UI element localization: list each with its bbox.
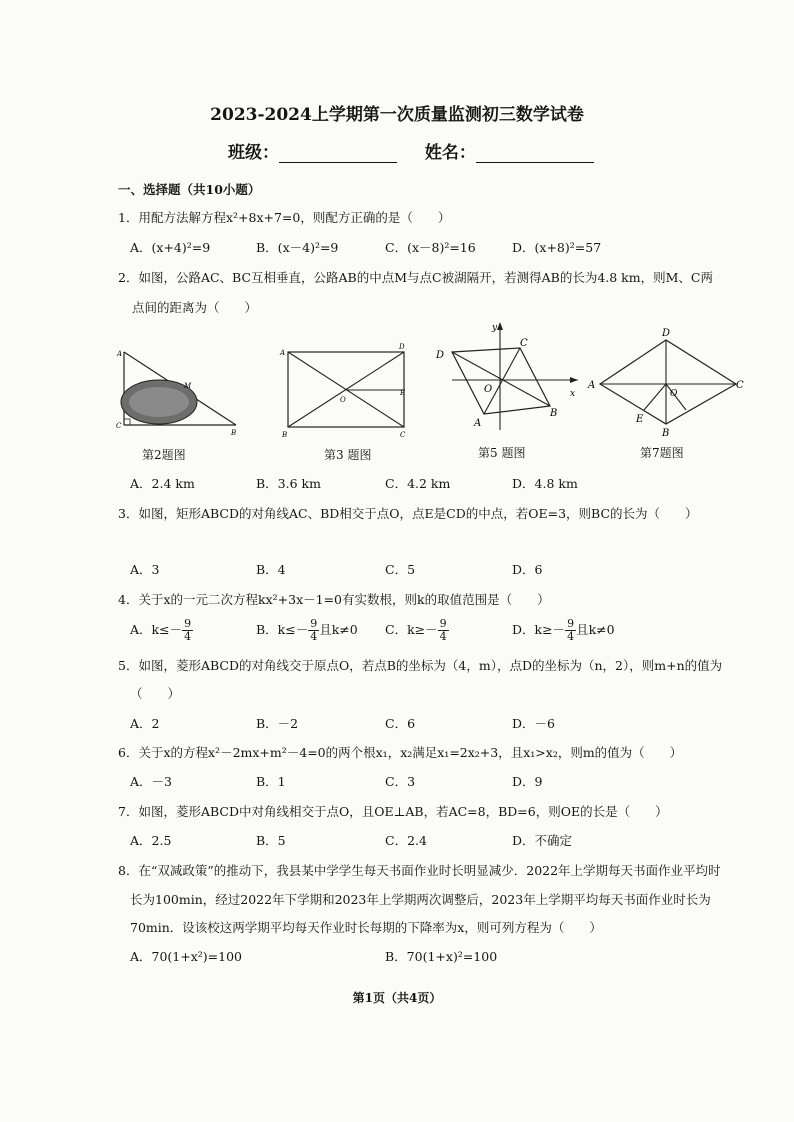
svg-text:D: D (436, 350, 445, 361)
q5-option-b[interactable]: B．－2 (256, 716, 299, 731)
svg-text:B: B (282, 431, 288, 439)
q2-option-d[interactable]: D．4.8 km (512, 476, 578, 491)
q7-option-c[interactable]: C．2.4 (385, 833, 427, 848)
svg-text:M: M (184, 382, 192, 390)
svg-text:D: D (399, 343, 405, 351)
exam-title: 2023-2024上学期第一次质量监测初三数学试卷 (210, 105, 584, 125)
svg-text:E: E (636, 414, 644, 425)
q4-b-fraction: $\frac{9}{4}$ (310, 617, 318, 643)
q6-option-d[interactable]: D．9 (512, 774, 543, 789)
q1-option-a[interactable]: A．(x+4)²=9 (130, 240, 211, 255)
q5-option-c[interactable]: C．6 (385, 716, 416, 731)
svg-text:D: D (662, 328, 671, 339)
q4-option-b[interactable] (256, 618, 358, 643)
q4-option-d[interactable] (512, 618, 615, 643)
q2-option-b[interactable]: B．3.6 km (256, 476, 321, 491)
class-label: 班级： (228, 143, 279, 163)
section-heading: 一、选择题（共10小题） (118, 182, 261, 197)
q4-option-c[interactable] (385, 618, 449, 643)
svg-text:O: O (340, 396, 346, 404)
q4-b-prefix: B．k≤－ (256, 622, 309, 637)
q3-text: 3．如图，矩形ABCD的对角线AC、BD相交于点O，点E是CD的中点，若OE=3，则BC的长为（ ） (118, 506, 698, 521)
q4-a-fraction: $\frac{9}{4}$ (184, 617, 192, 643)
q2-text-line2: 点间的距离为（ ） (132, 300, 258, 315)
svg-text:O: O (670, 389, 678, 399)
svg-text:A: A (117, 350, 123, 358)
q3-option-a[interactable]: A．3 (130, 562, 160, 577)
svg-text:C: C (520, 338, 528, 349)
svg-text:A: A (588, 380, 596, 391)
q2-option-c[interactable]: C．4.2 km (385, 476, 451, 491)
q5-option-a[interactable]: A．2 (130, 716, 160, 731)
figure-q7 (586, 326, 746, 438)
svg-text:C: C (116, 422, 122, 430)
figure-q5 (432, 318, 582, 438)
caption-fig2: 第2题图 (142, 448, 186, 462)
q2-option-a[interactable]: A．2.4 km (130, 476, 195, 491)
q6-option-a[interactable]: A．－3 (130, 774, 172, 789)
q8-option-b[interactable]: B．70(1+x)²=100 (385, 949, 498, 964)
q4-text: 4．关于x的一元二次方程kx²+3x－1=0有实数根，则k的取值范围是（ ） (118, 592, 550, 607)
q4-option-a[interactable] (130, 618, 193, 643)
svg-text:C: C (736, 380, 744, 391)
class-blank[interactable] (279, 144, 397, 163)
svg-text:O: O (484, 384, 493, 395)
q5-text-line1: 5．如图，菱形ABCD的对角线交于原点O，若点B的坐标为（4，m），点D的坐标为（n，2），则m+n的值为 (118, 658, 723, 673)
q1-text: 1．用配方法解方程x²+8x+7=0，则配方正确的是（ ） (118, 210, 451, 225)
q7-option-d[interactable]: D．不确定 (512, 833, 573, 848)
q4-c-prefix: C．k≥－ (385, 622, 438, 637)
figure-q2 (114, 340, 244, 440)
q6-text: 6．关于x的方程x²－2mx+m²－4=0的两个根x₁，x₂满足x₁=2x₂+3，且x₁>x₂，则m的值为（ ） (118, 745, 683, 760)
name-blank[interactable] (476, 144, 594, 163)
q4-d-prefix: D．k≥－ (512, 622, 566, 637)
svg-text:E: E (400, 389, 406, 397)
q8-text-line3: 70min．设该校这两学期平均每天作业时长每期的下降率为x，则可列方程为（ ） (130, 920, 602, 935)
caption-fig7: 第7题图 (640, 446, 684, 460)
q1-option-c[interactable]: C．(x－8)²=16 (385, 240, 476, 255)
q4-a-prefix: A．k≤－ (130, 622, 183, 637)
q4-d-suffix: 且k≠0 (576, 622, 615, 637)
q3-option-c[interactable]: C．5 (385, 562, 416, 577)
q8-text-line2: 长为100min，经过2022年下学期和2023年上学期两次调整后，2023年上学期平均每天书面作业时长为 (130, 892, 711, 907)
student-info-line (228, 138, 616, 163)
svg-text:x: x (570, 389, 576, 399)
q4-d-fraction: $\frac{9}{4}$ (567, 617, 575, 643)
q5-option-d[interactable]: D．－6 (512, 716, 555, 731)
q3-option-b[interactable]: B．4 (256, 562, 286, 577)
q8-option-a[interactable]: A．70(1+x²)=100 (130, 949, 243, 964)
q1-option-d[interactable]: D．(x+8)²=57 (512, 240, 602, 255)
figure-q3 (276, 342, 414, 440)
q2-text-line1: 2．如图，公路AC、BC互相垂直，公路AB的中点M与点C被湖隔开，若测得AB的长为4.8 km，则M、C两 (118, 270, 713, 285)
svg-text:B: B (662, 428, 670, 438)
q1-option-b[interactable]: B．(x－4)²=9 (256, 240, 339, 255)
q5-text-line2: （ ） (130, 686, 181, 701)
q7-option-a[interactable]: A．2.5 (130, 833, 172, 848)
svg-text:C: C (400, 431, 406, 439)
q7-option-b[interactable]: B．5 (256, 833, 286, 848)
caption-fig5: 第5 题图 (478, 446, 526, 460)
q4-b-suffix: 且k≠0 (319, 622, 358, 637)
svg-text:A: A (474, 418, 482, 429)
q3-option-d[interactable]: D．6 (512, 562, 543, 577)
caption-fig3: 第3 题图 (324, 448, 372, 462)
page-footer: 第1页（共4页） (352, 991, 442, 1005)
q6-option-b[interactable]: B．1 (256, 774, 286, 789)
q8-text-line1: 8．在“双减政策”的推动下，我县某中学学生每天书面作业时长明显减少．2022年上学期每天书面作业平均时 (118, 863, 721, 878)
q4-c-fraction: $\frac{9}{4}$ (439, 617, 447, 643)
svg-text:B: B (231, 429, 237, 437)
q7-text: 7．如图，菱形ABCD中对角线相交于点O，且OE⊥AB，若AC=8，BD=6，则OE的长是（ ） (118, 804, 668, 819)
name-label: 姓名： (424, 143, 476, 163)
svg-text:B: B (550, 408, 558, 419)
svg-text:A: A (280, 349, 286, 357)
svg-text:y: y (492, 323, 498, 333)
q6-option-c[interactable]: C．3 (385, 774, 416, 789)
